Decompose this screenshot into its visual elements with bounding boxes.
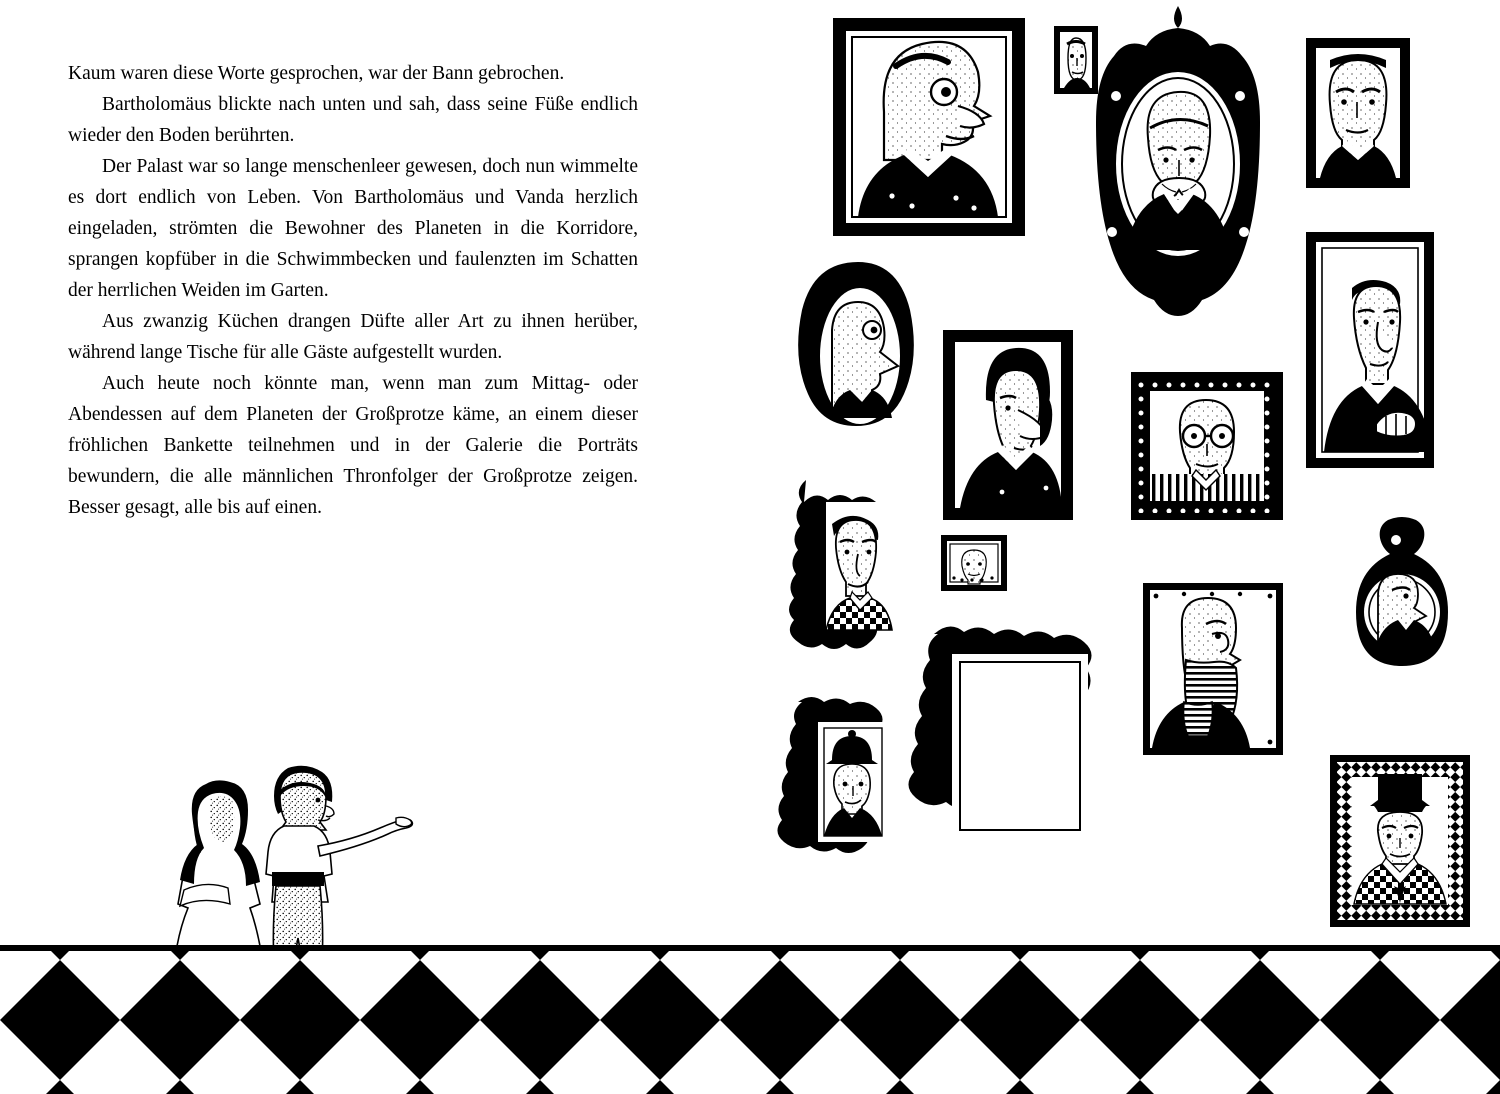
paragraph-4: Aus zwanzig Küchen drangen Düfte aller Art zu ihnen herüber, während lange Tische für alle Gäste aufgestellt wurden. — [68, 311, 638, 363]
portrait-tall-thin-man-hand — [1306, 232, 1434, 468]
portrait-helmeted-man — [777, 697, 888, 853]
portrait-tall-long-nose-man — [943, 330, 1073, 520]
harlequin-floor — [0, 945, 1500, 1094]
paragraph-5: Auch heute noch könnte man, wenn man zum Mittag- oder Abendessen auf dem Planeten der Großprotze käme, an einem dieser fröhlichen Bankette teilnehmen und in der Galerie die Porträts bewundern, die alle männlichen Thronfolger der Großprotze zeigen. Besser gesagt, alle bis auf einen. — [68, 373, 638, 518]
girl-figure — [172, 780, 266, 1040]
paragraph-3: Der Palast war so lange menschenleer gewesen, doch nun wimmelte es dort endlich von Leben. Von Bartholomäus und Vanda herzlich eingeladen, strömten die Bewohner des Planeten in die Korridore, sprangen kopfüber in die Schwimmbecken und faulenzten im Schatten der herrlichen Weiden im Garten. — [68, 156, 638, 301]
portrait-round-pendant-man — [1356, 517, 1448, 666]
story-text-column — [68, 58, 638, 523]
portrait-top-hat-man — [1330, 755, 1470, 927]
portrait-oval-ornate-moustache-man — [1096, 6, 1260, 316]
portrait-oval-one-eye-profile — [798, 262, 914, 426]
portrait-long-bearded-man — [1143, 583, 1283, 755]
portrait-empty-frame[interactable] — [908, 626, 1091, 838]
portrait-tiny-narrow-face — [1054, 26, 1098, 94]
portrait-miniature-dotted — [941, 535, 1007, 591]
portrait-square-stern-man — [1306, 38, 1410, 188]
portrait-spectacled-man-striped — [1131, 372, 1283, 520]
boy-figure — [266, 766, 412, 1044]
paragraph-2: Bartholomäus blickte nach unten und sah, dass seine Füße endlich wieder den Boden berührten. — [68, 94, 638, 146]
paragraph-1: Kaum waren diese Worte gesprochen, war der Bann gebrochen. — [68, 63, 565, 84]
portrait-square-bald-man-profile — [833, 18, 1025, 236]
portrait-scalloped-frowning-man — [789, 480, 892, 649]
